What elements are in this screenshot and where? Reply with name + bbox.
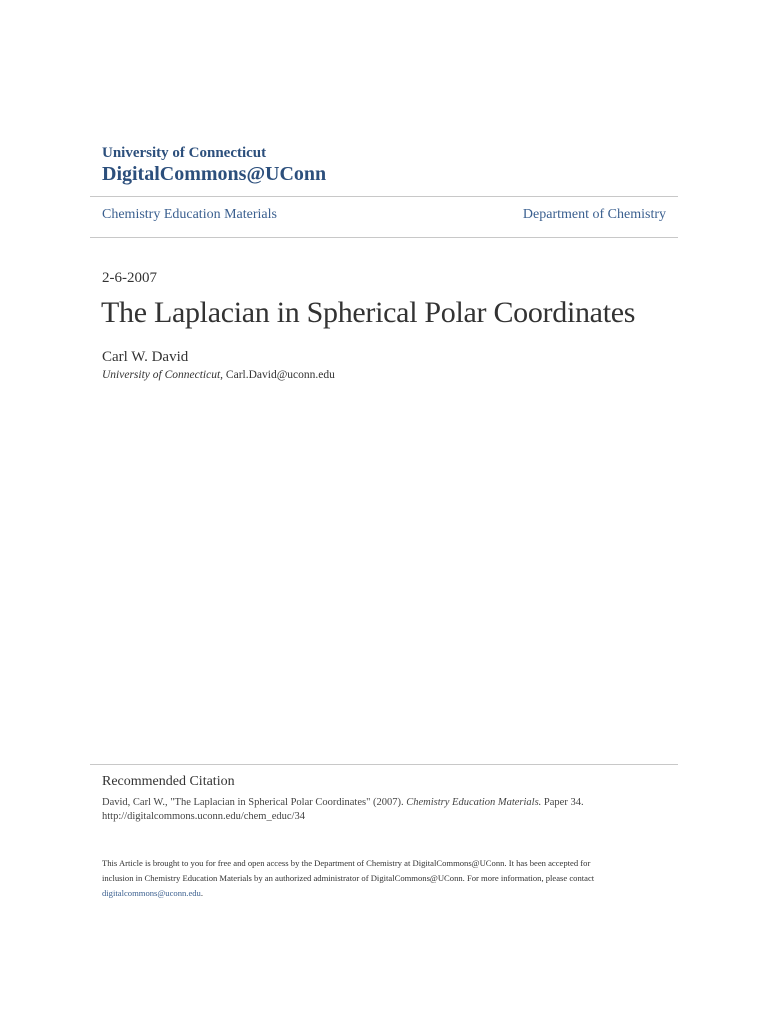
notice-line-2: inclusion in Chemistry Education Materials by an authorized administrator of DigitalCommons@UConn. For more information, please contact <box>102 873 595 883</box>
access-notice <box>102 856 668 901</box>
repository-header <box>102 144 326 186</box>
citation-divider <box>90 764 678 765</box>
publication-date: 2-6-2007 <box>102 270 157 286</box>
header-divider-top <box>90 196 678 197</box>
series-link[interactable]: Chemistry Education Materials <box>102 207 277 222</box>
citation-series: Chemistry Education Materials. <box>406 797 542 808</box>
affiliation-institution: University of Connecticut <box>102 369 221 381</box>
notice-line-1: This Article is brought to you for free and open access by the Department of Chemistry at DigitalCommons@UConn. It has been accepted for <box>102 858 591 868</box>
contact-email-link[interactable]: digitalcommons@uconn.edu <box>102 888 201 898</box>
header-divider-bottom <box>90 237 678 238</box>
citation-text-part1: David, Carl W., "The Laplacian in Spherical Polar Coordinates" (2007). <box>102 797 407 808</box>
author-affiliation <box>102 369 335 381</box>
citation-text-part2: Paper 34. <box>541 797 584 808</box>
article-title: The Laplacian in Spherical Polar Coordinates <box>101 296 636 329</box>
author-name: Carl W. David <box>102 349 189 365</box>
notice-trailing: . <box>200 888 204 898</box>
citation-url[interactable]: http://digitalcommons.uconn.edu/chem_educ/34 <box>102 811 305 822</box>
university-name: University of Connecticut <box>102 145 267 161</box>
citation-text <box>102 796 672 824</box>
affiliation-email: , Carl.David@uconn.edu <box>220 369 335 381</box>
department-link[interactable]: Department of Chemistry <box>522 207 666 222</box>
repository-name[interactable]: DigitalCommons@UConn <box>102 163 327 185</box>
citation-heading: Recommended Citation <box>102 774 235 789</box>
